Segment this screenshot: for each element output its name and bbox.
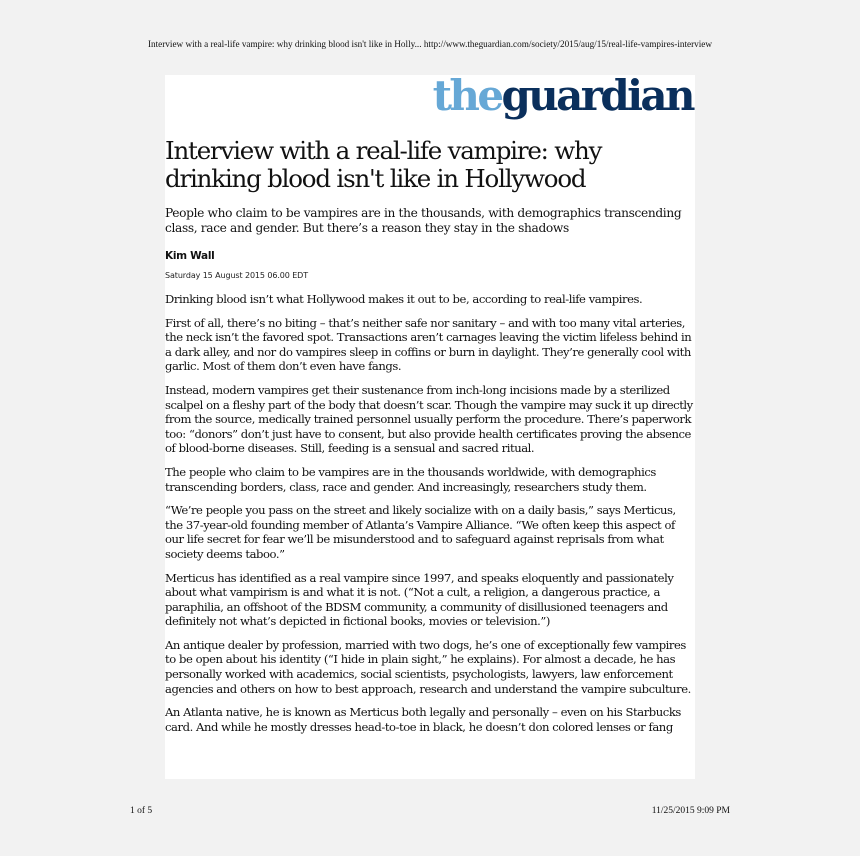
article-page — [165, 75, 695, 779]
print-header — [0, 39, 860, 49]
article-paragraph: An Atlanta native, he is known as Merticus both legally and personally – even on his Starbucks card. And while he mostly dresses head-to-toe in black, he doesn’t don colored lenses or fang — [165, 705, 681, 734]
article-dateline: Saturday 15 August 2015 06.00 EDT — [165, 271, 309, 280]
article-paragraph: An antique dealer by profession, married with two dogs, he’s one of exceptionally few vampires to be open about his identity (“I hide in plain sight,” he explains). For almost a decade, he has personally worked with academics, social scientists, psychologists, lawyers, law enforcement agencies and others on how to best approach, research and understand the vampire subculture. — [165, 637, 691, 696]
logo-part-the: the — [432, 75, 502, 120]
print-header-url: http://www.theguardian.com/society/2015/aug/15/real-life-vampires-interview — [423, 39, 713, 49]
article-paragraph: Merticus has identified as a real vampire since 1997, and speaks eloquently and passionately about what vampirism is and what it is not. (“Not a cult, a religion, a dangerous practice, a paraphilia, an offshoot of the BDSM community, a community of disillusioned teenagers and definitely not what’s depicted in fictional books, movies or television.”) — [165, 570, 674, 629]
guardian-logo — [433, 75, 693, 119]
article-paragraph: Instead, modern vampires get their sustenance from inch-long incisions made by a sterilized scalpel on a fleshy part of the body that doesn’t scar. Though the vampire may suck it up directly from the source, medically trained personnel usually perform the procedure. There’s paperwork too: “donors” don’t just have to consent, but also provide health certificates proving the absence of blood-borne diseases. Still, feeding is a sensual and sacred ritual. — [165, 382, 693, 456]
article-paragraph: First of all, there’s no biting – that’s neither safe nor sanitary – and with too many vital arteries, the neck isn’t the favored spot. Transactions aren’t carnages leaving the victim lifeless behind in a dark alley, and nor do vampires sleep in coffins or burn in daylight. They’re generally cool with garlic. Most of them don’t even have fangs. — [165, 315, 692, 374]
article-paragraph: The people who claim to be vampires are in the thousands worldwide, with demographics transcending borders, class, race and gender. And increasingly, researchers study them. — [165, 464, 656, 494]
logo-part-guardian: guardian — [501, 75, 693, 120]
print-footer-timestamp: 11/25/2015 9:09 PM — [651, 806, 730, 816]
article-byline[interactable]: Kim Wall — [165, 250, 215, 262]
print-header-title: Interview with a real-life vampire: why drinking blood isn't like in Holly... — [147, 39, 422, 49]
article-headline: Interview with a real-life vampire: why drinking blood isn't like in Hollywood — [165, 136, 602, 193]
article-paragraph: “We’re people you pass on the street and likely socialize with on a daily basis,” says Merticus, the 37-year-old founding member of Atlanta’s Vampire Alliance. “We often keep this aspect of our life secret for fear we’ll be misunderstood and to safeguard against reprisals from what society deems taboo.” — [165, 503, 676, 561]
article-standfirst: People who claim to be vampires are in the thousands, with demographics transcending class, race and gender. But there’s a reason they stay in the shadows — [165, 206, 682, 235]
article-paragraph: Drinking blood isn’t what Hollywood makes it out to be, according to real-life vampires. — [165, 292, 643, 306]
print-footer-page: 1 of 5 — [130, 806, 153, 816]
article-body — [165, 292, 695, 743]
